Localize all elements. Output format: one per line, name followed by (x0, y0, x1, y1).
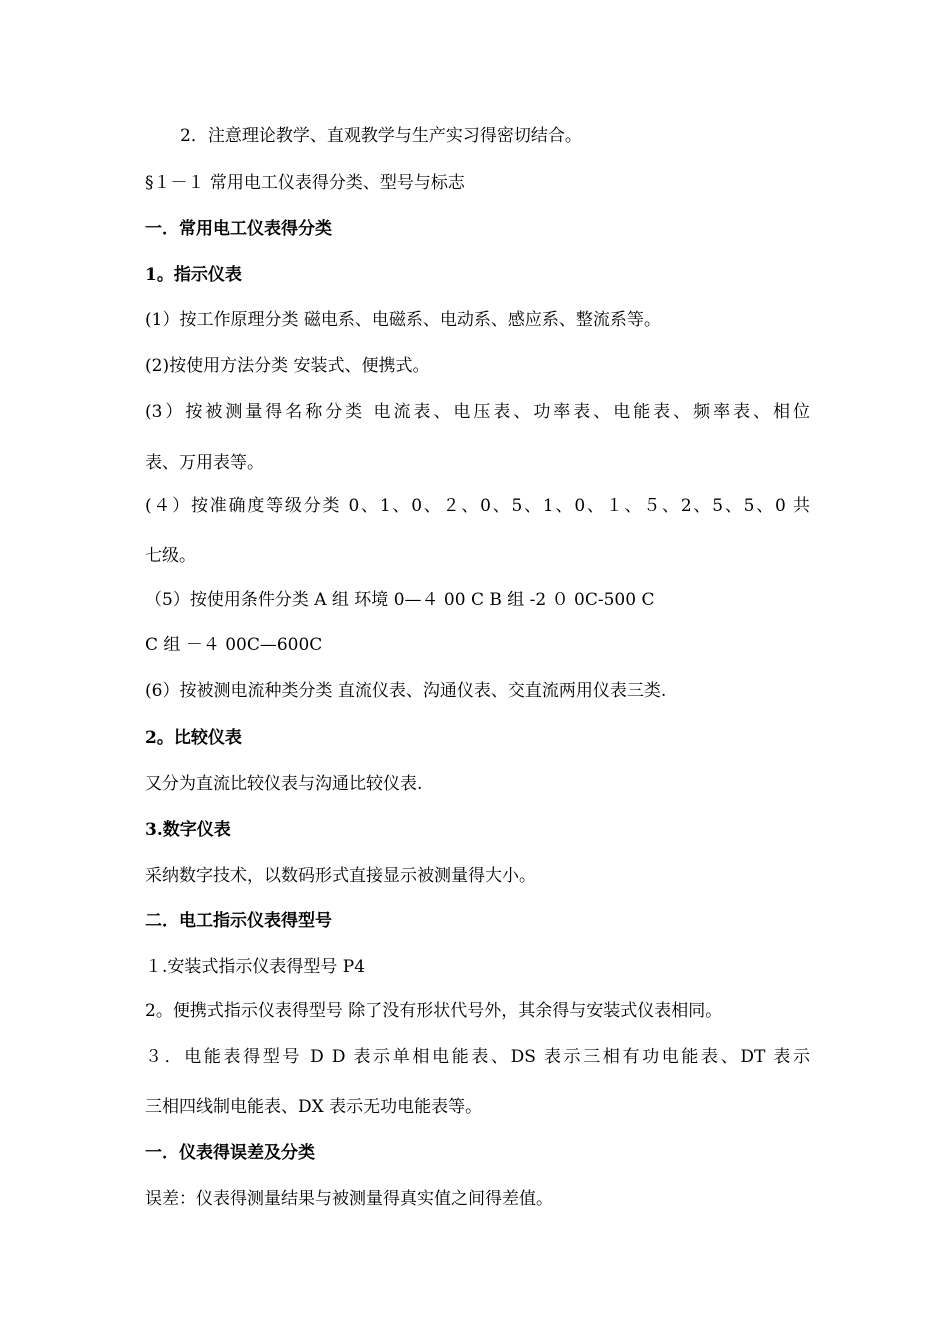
paragraph-digital: 采纳数字技术，以数码形式直接显示被测量得大小。 (145, 866, 536, 886)
item-accuracy-class: (４）按准确度等级分类 0、1、0、２、0、5、1、0、１、５、2、5、5、0 共 (145, 496, 810, 516)
item-energy-meter-model-cont: 三相四线制电能表、DX 表示无功电能表等。 (145, 1097, 483, 1117)
item-measured-quantity-cont: 表、万用表等。 (145, 453, 264, 473)
subheading-indicating-instruments: 1。指示仪表 (145, 265, 242, 285)
subheading-comparison-instruments: 2。比较仪表 (145, 728, 242, 748)
section-heading-1-1: §１－１ 常用电工仪表得分类、型号与标志 (145, 173, 465, 193)
heading-classification: 一．常用电工仪表得分类 (145, 219, 332, 239)
item-working-principle: (1）按工作原理分类 磁电系、电磁系、电动系、感应系、整流系等。 (145, 310, 661, 330)
heading-errors: 一．仪表得误差及分类 (145, 1143, 315, 1163)
item-measured-quantity: (3）按被测量得名称分类 电流表、电压表、功率表、电能表、频率表、相位 (145, 402, 810, 422)
item-usage-method: (2)按使用方法分类 安装式、便携式。 (145, 356, 430, 376)
item-energy-meter-model: ３．电能表得型号 D D 表示单相电能表、DS 表示三相有功电能表、DT 表示 (145, 1047, 810, 1067)
paragraph-comparison: 又分为直流比较仪表与沟通比较仪表. (145, 774, 423, 794)
item-portable-model: 2。便携式指示仪表得型号 除了没有形状代号外，其余得与安装式仪表相同。 (145, 1001, 723, 1021)
item-panel-model: １.安装式指示仪表得型号 P4 (145, 957, 366, 977)
item-current-type: (6）按被测电流种类分类 直流仪表、沟通仪表、交直流两用仪表三类. (145, 681, 667, 701)
subheading-digital-instruments: 3.数字仪表 (145, 820, 231, 840)
paragraph-intro-point-2: 2．注意理论教学、直观教学与生产实习得密切结合。 (180, 126, 582, 146)
item-accuracy-class-cont: 七级。 (145, 546, 196, 566)
paragraph-error-definition: 误差：仪表得测量结果与被测量得真实值之间得差值。 (145, 1189, 553, 1209)
heading-instrument-models: 二．电工指示仪表得型号 (145, 911, 332, 931)
item-usage-conditions-c: C 组 －４ 00C—600C (145, 635, 323, 655)
item-usage-conditions: （5）按使用条件分类 A 组 环境 0—４ 00 C B 组 -2 ０ 0C-500 C (145, 590, 655, 610)
